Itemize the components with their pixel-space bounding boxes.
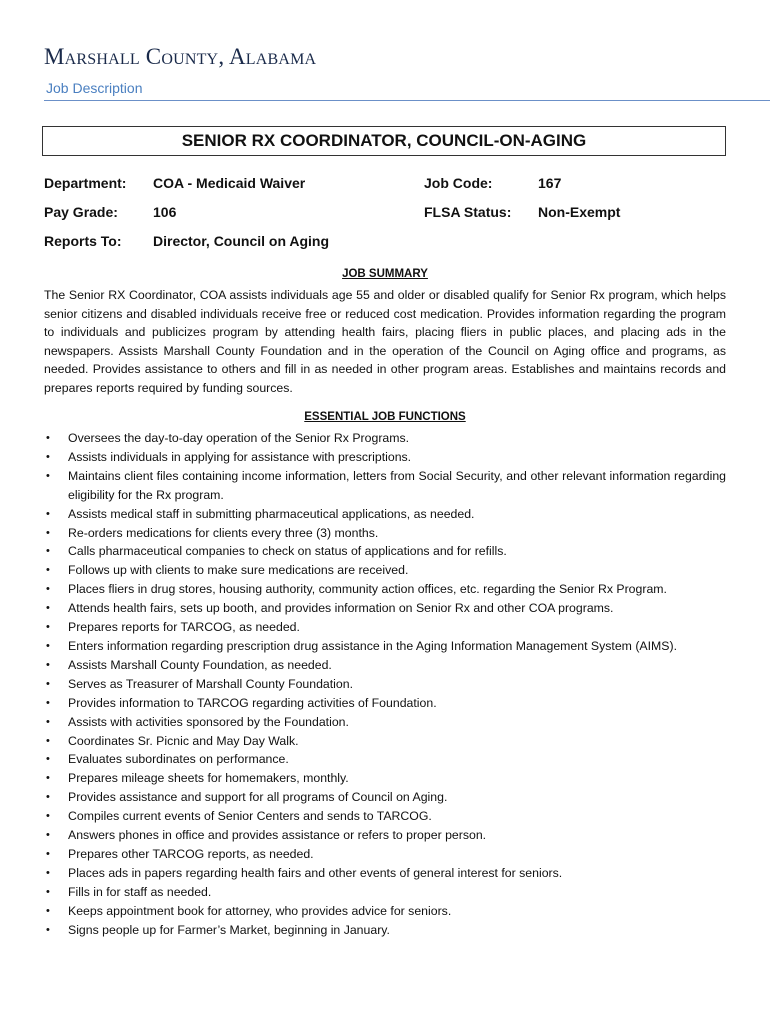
bullet-icon: • <box>46 526 50 539</box>
function-text: Follows up with clients to make sure medications are received. <box>68 563 409 578</box>
function-text: Places fliers in drug stores, housing authority, community action offices, etc. regarding the Senior Rx Program. <box>68 582 667 597</box>
function-list-item <box>44 902 726 921</box>
bullet-icon: • <box>46 658 50 671</box>
job-summary-heading: JOB SUMMARY <box>342 268 428 280</box>
function-text: Compiles current events of Senior Centers and sends to TARCOG. <box>68 809 432 824</box>
function-list-item <box>44 826 726 845</box>
flsa-status-value: Non-Exempt <box>538 204 621 220</box>
bullet-icon: • <box>46 810 50 823</box>
bullet-icon: • <box>46 904 50 917</box>
function-text: Assists medical staff in submitting pharmaceutical applications, as needed. <box>68 506 475 521</box>
function-list-item <box>44 580 726 599</box>
function-text: Answers phones in office and provides assistance or refers to proper person. <box>68 828 487 843</box>
bullet-icon: • <box>46 639 50 652</box>
job-title: SENIOR RX COORDINATOR, COUNCIL-ON-AGING <box>181 131 587 150</box>
function-text: Prepares other TARCOG reports, as needed. <box>68 846 314 861</box>
function-text: Calls pharmaceutical companies to check on status of applications and for refills. <box>68 544 507 559</box>
pay-grade-value: 106 <box>153 204 177 220</box>
function-list-item <box>44 675 726 694</box>
job-code-label: Job Code: <box>424 175 493 191</box>
function-list-item <box>44 542 726 561</box>
function-list-item <box>44 750 726 769</box>
function-text: Serves as Treasurer of Marshall County Foundation. <box>68 676 354 691</box>
bullet-icon: • <box>46 621 50 634</box>
pay-grade-label: Pay Grade: <box>44 204 118 220</box>
function-list-item <box>44 524 726 543</box>
function-text: Assists with activities sponsored by the Foundation. <box>68 714 349 729</box>
function-list-item <box>44 448 726 467</box>
function-list-item <box>44 807 726 826</box>
header-divider <box>44 100 770 101</box>
bullet-icon: • <box>46 829 50 842</box>
bullet-icon: • <box>46 791 50 804</box>
function-list-item <box>44 656 726 675</box>
bullet-icon: • <box>46 734 50 747</box>
function-list-item <box>44 505 726 524</box>
bullet-icon: • <box>46 772 50 785</box>
function-list-item <box>44 732 726 751</box>
function-text: Prepares mileage sheets for homemakers, monthly. <box>68 771 349 786</box>
job-summary-text: The Senior RX Coordinator, COA assists individuals age 55 and older or disabled qualify for Senior Rx program, which helps senior citizens and disabled individuals receive free or reduced cost medication. Provides information regarding the program to individuals and publicizes program by attending health fairs, placing fliers in public places, and placing ads in the newspapers. Assists Marshall County Foundation and in the operation of the Council on Aging office and programs, as needed. Provides assistance to others and fill in as needed in other program areas. Establishes and maintains records and prepares reports required by funding sources. <box>44 288 726 395</box>
department-label: Department: <box>44 175 127 191</box>
function-list-item <box>44 864 726 883</box>
function-list-item <box>44 921 726 940</box>
function-text: Keeps appointment book for attorney, who provides advice for seniors. <box>68 903 452 918</box>
function-list-item <box>44 561 726 580</box>
function-text: Maintains client files containing income information, letters from Social Security, and other relevant information regarding eligibility for the Rx program. <box>68 468 726 502</box>
reports-to-label: Reports To: <box>44 233 122 249</box>
bullet-icon: • <box>46 507 50 520</box>
bullet-icon: • <box>46 866 50 879</box>
bullet-icon: • <box>46 677 50 690</box>
function-text: Signs people up for Farmer’s Market, beginning in January. <box>68 922 390 937</box>
function-list-item <box>44 429 726 448</box>
function-text: Enters information regarding prescription drug assistance in the Aging Information Management System (AIMS). <box>68 638 677 653</box>
department-value: COA - Medicaid Waiver <box>153 175 306 191</box>
function-text: Re-orders medications for clients every three (3) months. <box>68 525 379 540</box>
reports-to-value: Director, Council on Aging <box>153 233 330 249</box>
bullet-icon: • <box>46 564 50 577</box>
job-code-value: 167 <box>538 175 562 191</box>
bullet-icon: • <box>46 696 50 709</box>
function-list-item <box>44 467 726 505</box>
function-text: Assists Marshall County Foundation, as needed. <box>68 657 332 672</box>
function-text: Provides information to TARCOG regarding activities of Foundation. <box>68 695 437 710</box>
bullet-icon: • <box>46 753 50 766</box>
organization-title: Marshall County, Alabama <box>44 44 317 69</box>
bullet-icon: • <box>46 450 50 463</box>
bullet-icon: • <box>46 432 50 444</box>
function-text: Evaluates subordinates on performance. <box>68 752 289 767</box>
job-title-box <box>42 126 726 156</box>
bullet-icon: • <box>46 583 50 596</box>
function-list-item <box>44 845 726 864</box>
function-list-item <box>44 637 726 656</box>
bullet-icon: • <box>46 602 50 615</box>
function-text: Fills in for staff as needed. <box>68 884 212 899</box>
function-list-item <box>44 883 726 902</box>
function-text: Coordinates Sr. Picnic and May Day Walk. <box>68 733 299 748</box>
function-list-item <box>44 618 726 637</box>
function-list-item <box>44 788 726 807</box>
function-text: Assists individuals in applying for assistance with prescriptions. <box>68 449 412 464</box>
function-text: Provides assistance and support for all programs of Council on Aging. <box>68 790 448 805</box>
essential-functions-heading: ESSENTIAL JOB FUNCTIONS <box>304 411 466 423</box>
function-text: Oversees the day-to-day operation of the Senior Rx Programs. <box>68 431 410 445</box>
bullet-icon: • <box>46 923 50 936</box>
bullet-icon: • <box>46 885 50 898</box>
function-text: Prepares reports for TARCOG, as needed. <box>68 620 300 635</box>
function-list-item <box>44 599 726 618</box>
function-list-item <box>44 769 726 788</box>
essential-functions-list <box>44 429 726 939</box>
bullet-icon: • <box>46 469 50 482</box>
document-type-label: Job Description <box>46 80 143 96</box>
function-text: Attends health fairs, sets up booth, and provides information on Senior Rx and other COA programs. <box>68 601 614 616</box>
flsa-status-label: FLSA Status: <box>424 204 512 220</box>
bullet-icon: • <box>46 715 50 728</box>
function-text: Places ads in papers regarding health fairs and other events of general interest for seniors. <box>68 865 563 880</box>
function-list-item <box>44 694 726 713</box>
bullet-icon: • <box>46 847 50 860</box>
bullet-icon: • <box>46 545 50 558</box>
function-list-item <box>44 713 726 732</box>
